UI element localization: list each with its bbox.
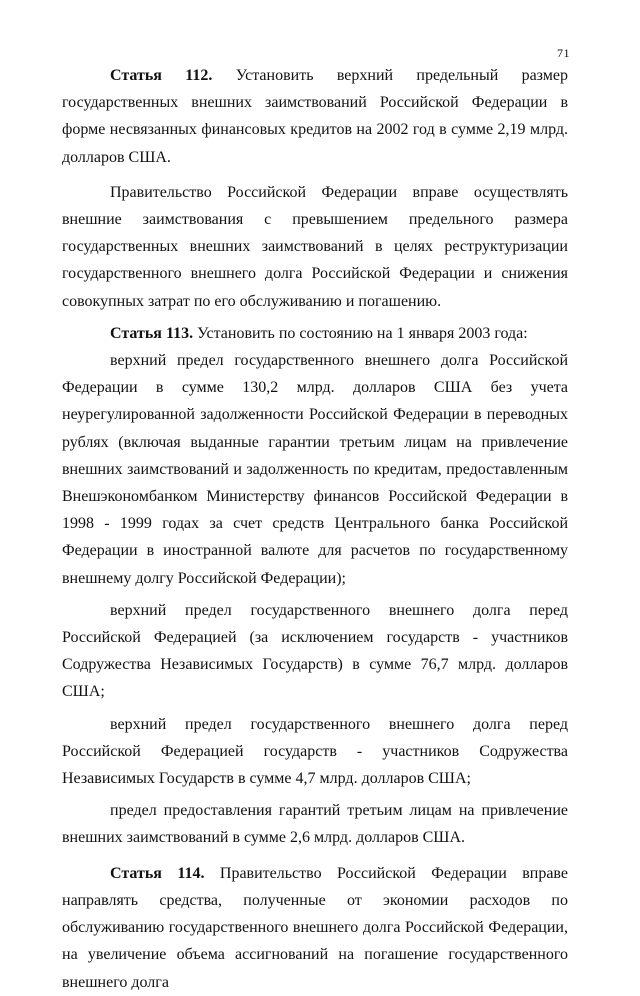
article-114-text: Правительство Российской Федерации вправе направлять средства, полученные от экономии расходов по обслуживанию государственного внешнего долга Российской Федерации, на увеличение объема ассигнований на погашение государственного внешнего долга <box>62 864 568 991</box>
article-113-item-2: верхний предел государственного внешнего долга перед Российской Федерацией (за исключением государств - участников Содружества Независимых Государств) в сумме 76,7 млрд. долларов США; <box>62 601 568 701</box>
page-number: 71 <box>557 46 570 60</box>
article-112-text: Установить верхний предельный размер государственных внешних заимствований Российской Федерации в форме несвязанных финансовых кредитов на 2002 год в сумме 2,19 млрд. долларов США. <box>62 67 568 166</box>
article-113-text: Установить по состоянию на 1 января 2003 года: <box>197 324 528 342</box>
article-113-item-4: предел предоставления гарантий третьим лицам на привлечение внешних заимствований в сумме 2,6 млрд. долларов США. <box>62 802 568 847</box>
article-114-paragraph <box>62 860 568 996</box>
article-113-label: Статья 113. <box>110 324 194 342</box>
article-112-paragraph-2: Правительство Российской Федерации вправе осуществлять внешние заимствования с превышением предельного размера государственных внешних заимствований в целях реструктуризации государственного внешнего долга Российской Федерации и снижения совокупных затрат по его обслуживанию и погашению. <box>62 183 568 310</box>
article-112-paragraph <box>62 62 568 171</box>
article-113-paragraph <box>62 320 568 347</box>
article-113-item-3: верхний предел государственного внешнего долга перед Российской Федерацией государств - участников Содружества Независимых Государств в сумме 4,7 млрд. долларов США; <box>62 715 568 788</box>
article-112-label: Статья 112. <box>110 67 213 84</box>
article-114-label: Статья 114. <box>110 864 205 882</box>
article-113-item-1: верхний предел государственного внешнего долга Российской Федерации в сумме 130,2 млрд. долларов США без учета неурегулированной задолженности Российской Федерации в переводных рублях (включая выданные гарантии третьим лицам на привлечение внешних заимствований и задолженность по кредитам, предоставленным Внешэкономбанком Министерству финансов Российской Федерации в 1998 - 1999 годах за счет средств Центрального банка Российской Федерации в иностранной валюте для расчетов по государственному внешнему долгу Российской Федерации); <box>62 352 568 587</box>
document-body <box>62 62 568 996</box>
